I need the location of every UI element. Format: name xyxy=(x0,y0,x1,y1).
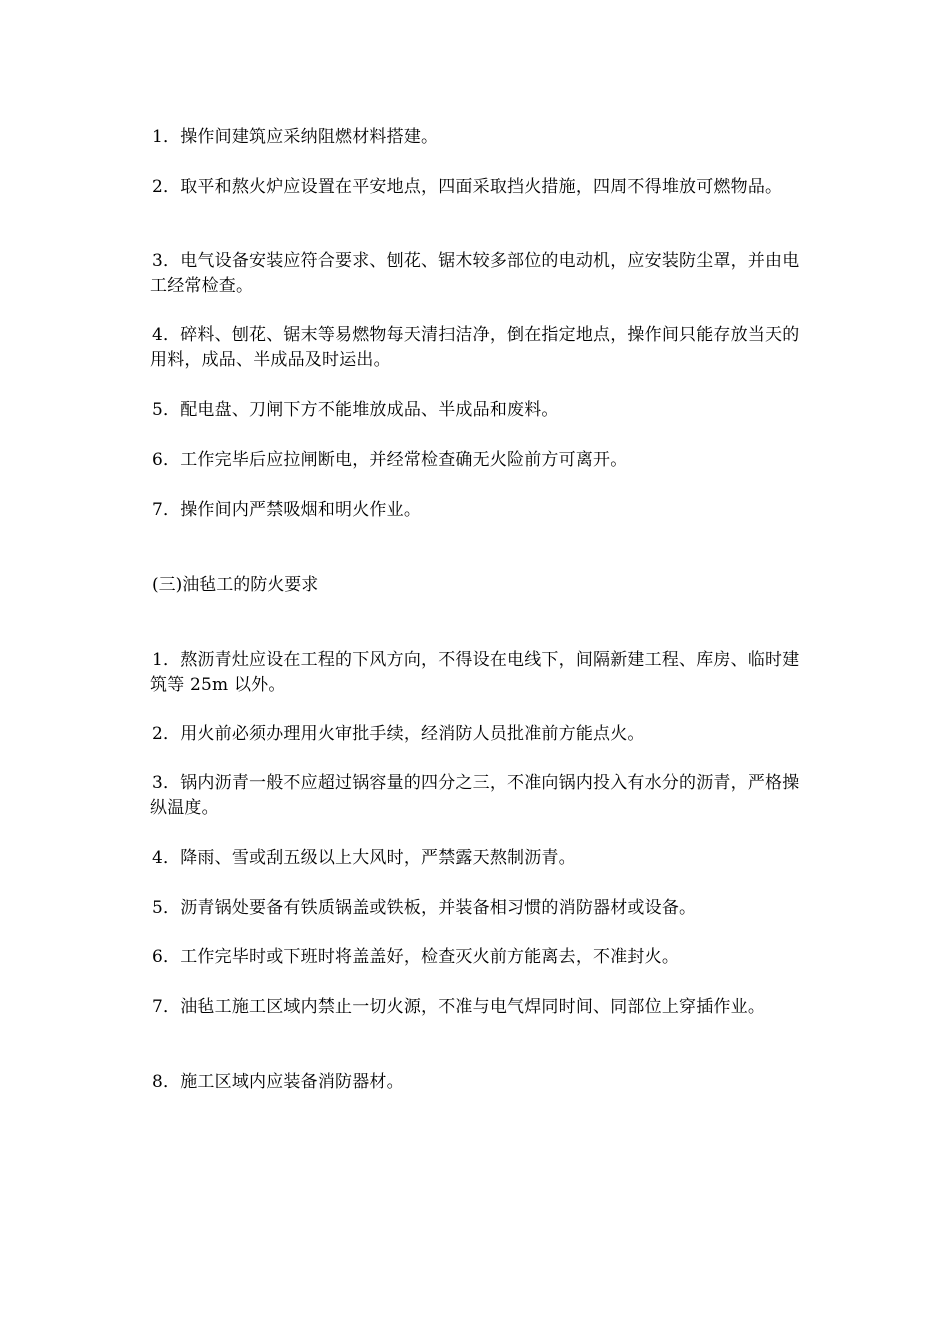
list-item: 6．工作完毕时或下班时将盖盖好，检查灭火前方能离去，不准封火。 xyxy=(152,947,680,967)
list-item: 6．工作完毕后应拉闸断电，并经常检查确无火险前方可离开。 xyxy=(152,450,628,470)
list-item: 2．取平和熬火炉应设置在平安地点，四面采取挡火措施，四周不得堆放可燃物品。 xyxy=(152,177,783,197)
list-item: 7．操作间内严禁吸烟和明火作业。 xyxy=(152,500,422,520)
list-item: 1．熬沥青灶应设在工程的下风方向，不得设在电线下，间隔新建工程、库房、临时建筑等 25m 以外。 xyxy=(150,650,800,695)
section-heading: (三)油毡工的防火要求 xyxy=(152,575,319,595)
list-item: 1．操作间建筑应采纳阻燃材料搭建。 xyxy=(152,127,439,147)
list-item: 4．碎料、刨花、锯末等易燃物每天清扫洁净，倒在指定地点，操作间只能存放当天的用料，成品、半成品及时运出。 xyxy=(150,325,800,370)
list-item: 2．用火前必须办理用火审批手续，经消防人员批准前方能点火。 xyxy=(152,724,645,744)
list-item: 4．降雨、雪或刮五级以上大风时，严禁露天熬制沥青。 xyxy=(152,848,576,868)
list-item: 5．配电盘、刀闸下方不能堆放成品、半成品和废料。 xyxy=(152,400,559,420)
list-item: 5．沥青锅处要备有铁质锅盖或铁板，并装备相习惯的消防器材或设备。 xyxy=(152,898,697,918)
list-item: 8．施工区域内应装备消防器材。 xyxy=(152,1072,404,1092)
list-item: 7．油毡工施工区域内禁止一切火源，不准与电气焊同时间、同部位上穿插作业。 xyxy=(152,997,766,1017)
list-item: 3．电气设备安装应符合要求、刨花、锯木较多部位的电动机，应安装防尘罩，并由电工经常检查。 xyxy=(150,251,800,296)
list-item: 3．锅内沥青一般不应超过锅容量的四分之三，不准向锅内投入有水分的沥青，严格操纵温度。 xyxy=(150,773,800,818)
